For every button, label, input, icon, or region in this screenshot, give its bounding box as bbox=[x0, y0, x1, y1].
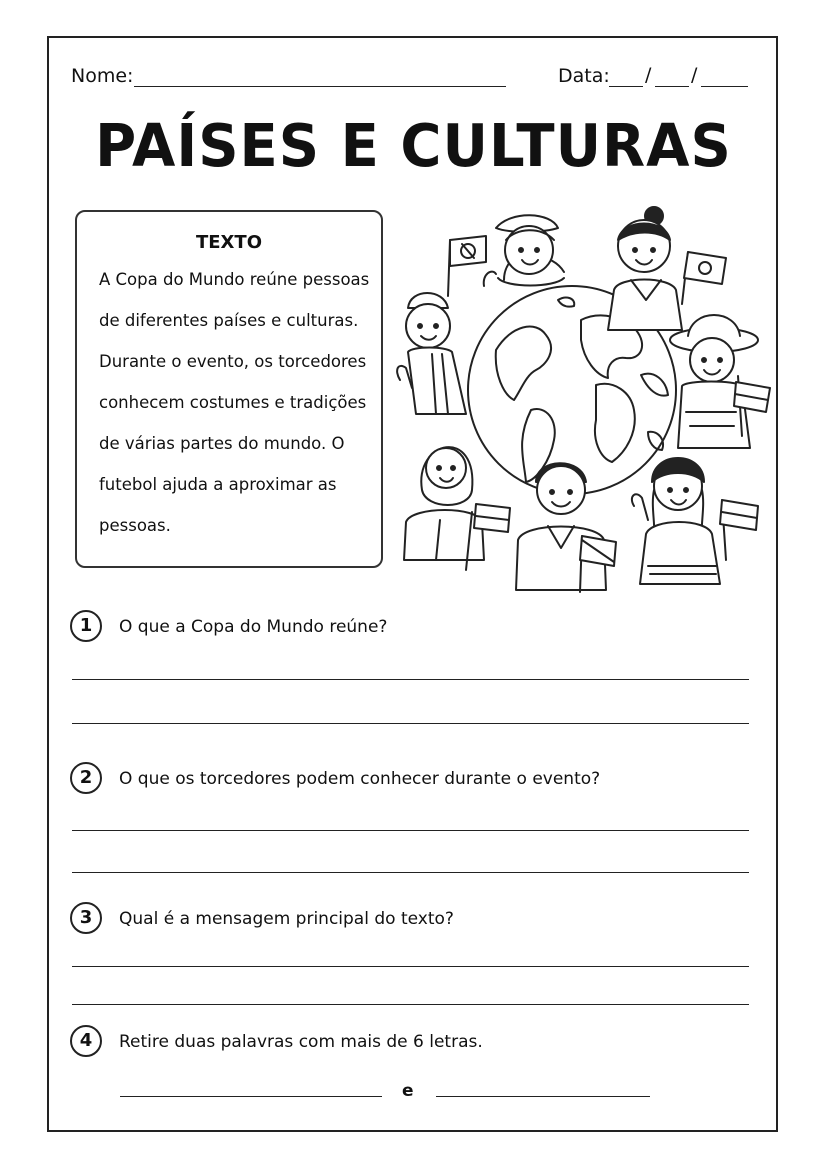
kid-beret-icon bbox=[484, 215, 564, 286]
question-text: Retire duas palavras com mais de 6 letras. bbox=[119, 1032, 483, 1052]
date-year-field[interactable] bbox=[701, 86, 748, 87]
page-title: PAÍSES E CULTURAS bbox=[95, 112, 732, 181]
date-separator: / bbox=[691, 64, 698, 86]
kid-sombrero-icon bbox=[670, 315, 770, 448]
answer-line[interactable] bbox=[72, 723, 749, 724]
question-text: Qual é a mensagem principal do texto? bbox=[119, 909, 454, 929]
answer-line[interactable] bbox=[72, 872, 749, 873]
date-label: Data: bbox=[558, 65, 610, 87]
question-text: O que a Copa do Mundo reúne? bbox=[119, 617, 388, 637]
text-line: de várias partes do mundo. O bbox=[99, 434, 345, 453]
question-number-badge: 1 bbox=[70, 610, 102, 642]
question-text: O que os torcedores podem conhecer durante o evento? bbox=[119, 769, 601, 789]
kid-braids-icon bbox=[632, 458, 758, 584]
date-day-field[interactable] bbox=[609, 86, 643, 87]
kid-bun-icon bbox=[608, 207, 726, 330]
answer-line[interactable] bbox=[72, 830, 749, 831]
name-label: Nome: bbox=[71, 65, 134, 87]
kid-cap-icon bbox=[397, 293, 466, 414]
question-number-badge: 2 bbox=[70, 762, 102, 794]
date-separator: / bbox=[645, 64, 652, 86]
text-line: pessoas. bbox=[99, 516, 171, 535]
reading-text-box bbox=[75, 210, 383, 568]
text-line: A Copa do Mundo reúne pessoas bbox=[99, 270, 370, 289]
question-number-badge: 4 bbox=[70, 1025, 102, 1057]
text-line: Durante o evento, os torcedores bbox=[99, 352, 367, 371]
children-around-globe-illustration bbox=[386, 200, 776, 600]
answer-word-1-line[interactable] bbox=[120, 1096, 382, 1097]
answer-separator: e bbox=[402, 1081, 414, 1101]
text-box-heading: TEXTO bbox=[195, 232, 263, 253]
flag-icon bbox=[448, 236, 486, 296]
answer-word-2-line[interactable] bbox=[436, 1096, 650, 1097]
question-number-badge: 3 bbox=[70, 902, 102, 934]
date-month-field[interactable] bbox=[655, 86, 689, 87]
text-line: futebol ajuda a aproximar as bbox=[99, 475, 337, 494]
answer-line[interactable] bbox=[72, 679, 749, 680]
kid-headscarf-icon bbox=[404, 447, 510, 570]
text-line: conhecem costumes e tradições bbox=[99, 393, 367, 412]
answer-line[interactable] bbox=[72, 1004, 749, 1005]
text-line: de diferentes países e culturas. bbox=[99, 311, 359, 330]
name-field[interactable] bbox=[134, 86, 506, 87]
answer-line[interactable] bbox=[72, 966, 749, 967]
